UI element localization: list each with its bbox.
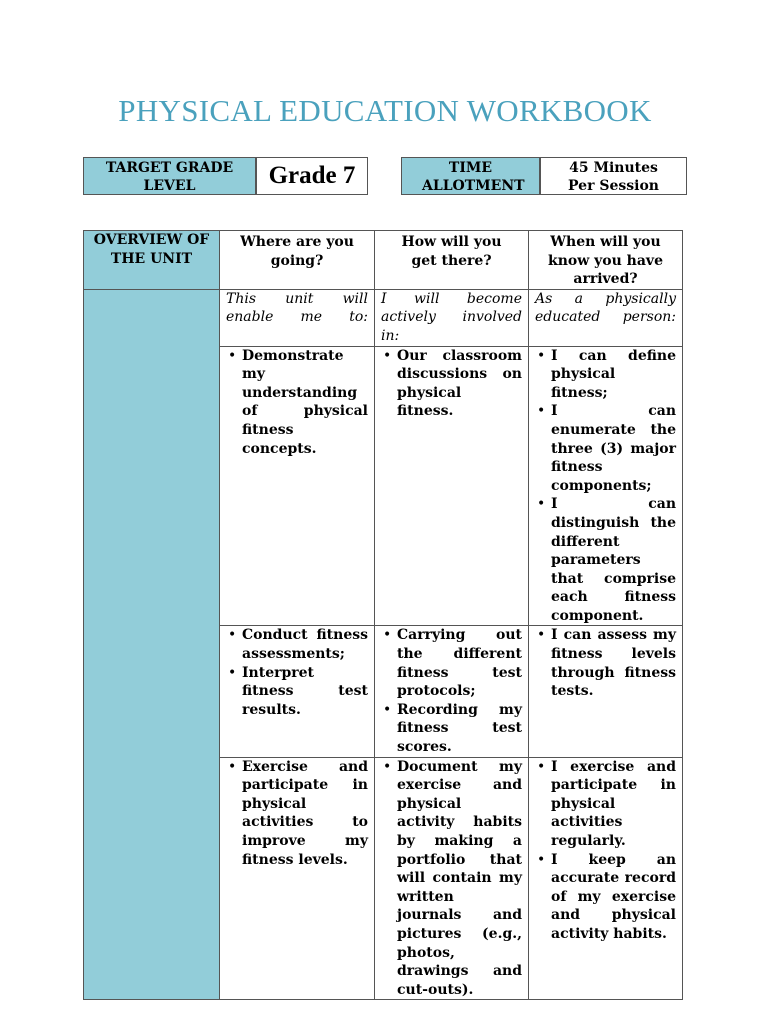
list-item: • I can assess my fitness levels through fitness tests. [537,627,676,700]
list-item: • Document my exercise and physical activity habits by making a portfolio that will contain my written journals and pictures (e.g., photos, drawings and cut-outs). [383,758,522,998]
col1-intro-cell [220,289,375,346]
col2-intro: I will become actively involved in: [381,290,522,344]
group3-col3 [529,757,683,1000]
time-allotment-label-cell [401,157,540,195]
col2-intro-cell [375,289,529,346]
list-item: • I exercise and participate in physical activities regularly. [537,758,676,849]
unit-overview-table [83,230,683,1000]
list-item: • Our classroom discussions on physical fitness. [383,347,522,420]
group1-col1 [220,346,375,626]
time-allotment-label: TIME ALLOTMENT [422,160,525,194]
list-item: • I keep an accurate record of my exercise and physical activity habits. [537,851,676,942]
list-item: • Conduct fitness assessments; [228,627,368,663]
group1-col2 [375,346,529,626]
time-value-cell [540,157,687,195]
group1-col3 [529,346,683,626]
workbook-title: PHYSICAL EDUCATION WORKBOOK [118,93,652,128]
list-item: • Demonstrate my understanding of physical fitness concepts. [228,347,368,457]
col3-intro: As a physically educated person: [535,290,676,326]
group3-col1 [220,757,375,1000]
group2-col2 [375,626,529,757]
col2-header: How will you get there? [375,231,529,290]
list-item: • I can distinguish the different parameters that comprise each fitness component. [537,496,676,624]
list-item: • I can define physical fitness; [537,347,676,401]
col1-header: Where are you going? [220,231,375,290]
overview-label: OVERVIEW OF THE UNIT [84,231,220,290]
grade-value-cell [256,157,368,195]
target-grade-label: TARGET GRADE LEVEL [105,160,234,194]
list-item: • Interpret fitness test results. [228,664,368,718]
list-item: • I can enumerate the three (3) major fitness components; [537,403,676,494]
list-item: • Recording my fitness test scores. [383,701,522,756]
target-grade-label-cell [83,157,256,195]
group2-col3 [529,626,683,757]
group3-col2 [375,757,529,1000]
grade-value: Grade 7 [268,162,356,189]
col3-intro-cell [529,289,683,346]
col1-intro: This unit will enable me to: [226,290,368,326]
table-header-row [84,231,683,290]
time-value: 45 Minutes Per Session [568,160,659,194]
overview-fill-cell [84,289,220,1000]
list-item: • Carrying out the different fitness test protocols; [383,627,522,700]
group2-col1 [220,626,375,757]
table-intro-row [84,289,683,346]
list-item: • Exercise and participate in physical activities to improve my fitness levels. [228,758,368,868]
col3-header: When will you know you have arrived? [529,231,683,290]
